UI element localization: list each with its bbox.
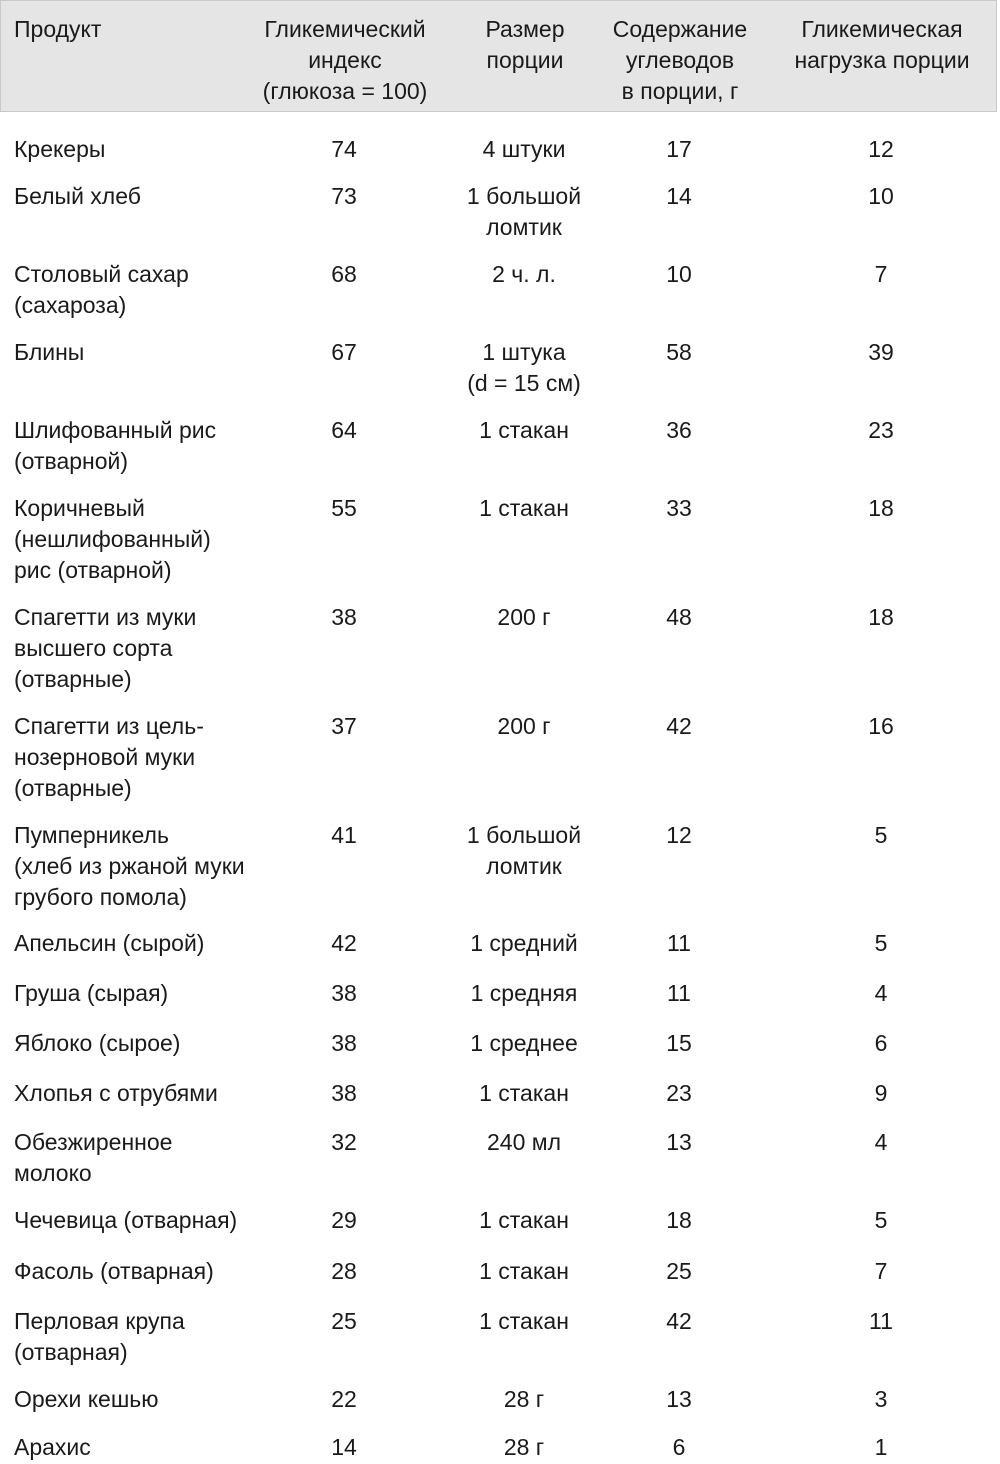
- cell-glycemic-index: 25: [331, 1308, 357, 1334]
- cell-glycemic-index: 73: [331, 183, 357, 209]
- cell-serving-size: 1 большой ломтик: [466, 183, 582, 240]
- cell-glycemic-index: 68: [331, 261, 357, 287]
- cell-carbs: 12: [666, 822, 692, 848]
- cell-product: Фасоль (отварная): [14, 1258, 214, 1284]
- cell-glycemic-load: 7: [874, 261, 888, 287]
- cell-serving-size: 1 стакан: [479, 417, 569, 443]
- cell-carbs: 11: [667, 980, 691, 1006]
- cell-serving-size: 1 средний: [470, 930, 578, 956]
- header-glycemic-index: Гликемический индекс (глюкоза = 100): [262, 16, 428, 104]
- cell-carbs: 15: [666, 1030, 692, 1056]
- header-glycemic-load: Гликемическая нагрузка порции: [794, 16, 970, 73]
- cell-serving-size: 1 стакан: [479, 1258, 569, 1284]
- cell-serving-size: 1 стакан: [479, 1207, 569, 1233]
- cell-serving-size: 200 г: [497, 604, 551, 630]
- cell-carbs: 6: [672, 1434, 686, 1460]
- cell-glycemic-index: 74: [331, 136, 357, 162]
- cell-glycemic-load: 39: [868, 339, 894, 365]
- cell-glycemic-index: 29: [331, 1207, 357, 1233]
- cell-product: Блины: [14, 339, 85, 365]
- cell-serving-size: 200 г: [497, 713, 551, 739]
- cell-product: Пумперникель (хлеб из ржаной муки грубого помола): [14, 822, 245, 910]
- cell-glycemic-load: 6: [874, 1030, 888, 1056]
- cell-product: Столовый сахар (сахароза): [14, 261, 189, 318]
- cell-product: Перловая крупа (отварная): [14, 1308, 185, 1365]
- header-serving-size: Размер порции: [485, 16, 565, 73]
- cell-product: Орехи кешью: [14, 1386, 159, 1412]
- cell-product: Груша (сырая): [14, 980, 169, 1006]
- cell-glycemic-load: 4: [874, 980, 888, 1006]
- cell-carbs: 23: [666, 1080, 692, 1106]
- cell-glycemic-load: 18: [868, 604, 894, 630]
- cell-glycemic-load: 5: [874, 930, 888, 956]
- cell-carbs: 42: [666, 1308, 692, 1334]
- cell-product: Белый хлеб: [14, 183, 141, 209]
- cell-carbs: 18: [666, 1207, 692, 1233]
- cell-carbs: 42: [666, 713, 692, 739]
- cell-product: Спагетти из муки высшего сорта (отварные): [14, 604, 197, 692]
- cell-carbs: 13: [666, 1386, 692, 1412]
- cell-product: Шлифованный рис (отварной): [14, 417, 217, 474]
- cell-glycemic-index: 38: [331, 1080, 357, 1106]
- cell-serving-size: 2 ч. л.: [492, 261, 556, 287]
- cell-serving-size: 240 мл: [487, 1129, 561, 1155]
- cell-glycemic-index: 38: [331, 604, 357, 630]
- cell-product: Крекеры: [14, 136, 106, 162]
- cell-glycemic-load: 12: [868, 136, 894, 162]
- cell-product: Хлопья с отрубями: [14, 1080, 218, 1106]
- cell-glycemic-load: 11: [869, 1308, 893, 1334]
- cell-serving-size: 1 средняя: [470, 980, 578, 1006]
- cell-product: Спагетти из цель- нозерновой муки (отварные): [14, 713, 204, 801]
- cell-serving-size: 1 большой ломтик: [466, 822, 582, 879]
- cell-glycemic-index: 38: [331, 980, 357, 1006]
- cell-carbs: 36: [666, 417, 692, 443]
- cell-product: Коричневый (нешлифованный) рис (отварной): [14, 495, 211, 583]
- cell-carbs: 17: [666, 136, 692, 162]
- cell-serving-size: 1 среднее: [470, 1030, 578, 1056]
- cell-serving-size: 1 штука (d = 15 см): [467, 339, 581, 396]
- cell-glycemic-load: 3: [874, 1386, 888, 1412]
- cell-glycemic-load: 9: [874, 1080, 888, 1106]
- cell-glycemic-load: 10: [868, 183, 894, 209]
- cell-glycemic-load: 5: [874, 1207, 888, 1233]
- cell-glycemic-load: 18: [868, 495, 894, 521]
- cell-carbs: 33: [666, 495, 692, 521]
- cell-product: Чечевица (отварная): [14, 1207, 238, 1233]
- cell-carbs: 14: [666, 183, 692, 209]
- cell-carbs: 10: [666, 261, 692, 287]
- cell-glycemic-index: 67: [331, 339, 357, 365]
- cell-glycemic-index: 28: [331, 1258, 357, 1284]
- cell-glycemic-load: 23: [868, 417, 894, 443]
- cell-carbs: 48: [666, 604, 692, 630]
- cell-carbs: 11: [667, 930, 691, 956]
- cell-carbs: 58: [666, 339, 692, 365]
- cell-glycemic-load: 4: [874, 1129, 888, 1155]
- cell-serving-size: 28 г: [503, 1434, 545, 1460]
- cell-serving-size: 1 стакан: [479, 495, 569, 521]
- cell-glycemic-load: 7: [874, 1258, 888, 1284]
- header-product: Продукт: [14, 16, 102, 42]
- cell-glycemic-index: 22: [331, 1386, 357, 1412]
- header-carbs: Содержание углеводов в порции, г: [612, 16, 748, 104]
- cell-glycemic-index: 14: [331, 1434, 357, 1460]
- cell-glycemic-index: 32: [331, 1129, 357, 1155]
- cell-carbs: 13: [666, 1129, 692, 1155]
- cell-product: Обезжиренное молоко: [14, 1129, 173, 1186]
- cell-product: Яблоко (сырое): [14, 1030, 181, 1056]
- cell-glycemic-index: 55: [331, 495, 357, 521]
- cell-glycemic-index: 38: [331, 1030, 357, 1056]
- cell-glycemic-index: 64: [331, 417, 357, 443]
- cell-serving-size: 4 штуки: [482, 136, 566, 162]
- cell-product: Апельсин (сырой): [14, 930, 205, 956]
- cell-glycemic-index: 42: [331, 930, 357, 956]
- cell-serving-size: 1 стакан: [479, 1080, 569, 1106]
- cell-carbs: 25: [666, 1258, 692, 1284]
- table-header: [0, 0, 997, 112]
- cell-serving-size: 28 г: [503, 1386, 545, 1412]
- cell-glycemic-index: 37: [331, 713, 357, 739]
- cell-product: Арахис: [14, 1434, 91, 1460]
- cell-glycemic-load: 1: [874, 1434, 888, 1460]
- cell-serving-size: 1 стакан: [479, 1308, 569, 1334]
- cell-glycemic-load: 5: [874, 822, 888, 848]
- cell-glycemic-load: 16: [868, 713, 894, 739]
- cell-glycemic-index: 41: [331, 822, 357, 848]
